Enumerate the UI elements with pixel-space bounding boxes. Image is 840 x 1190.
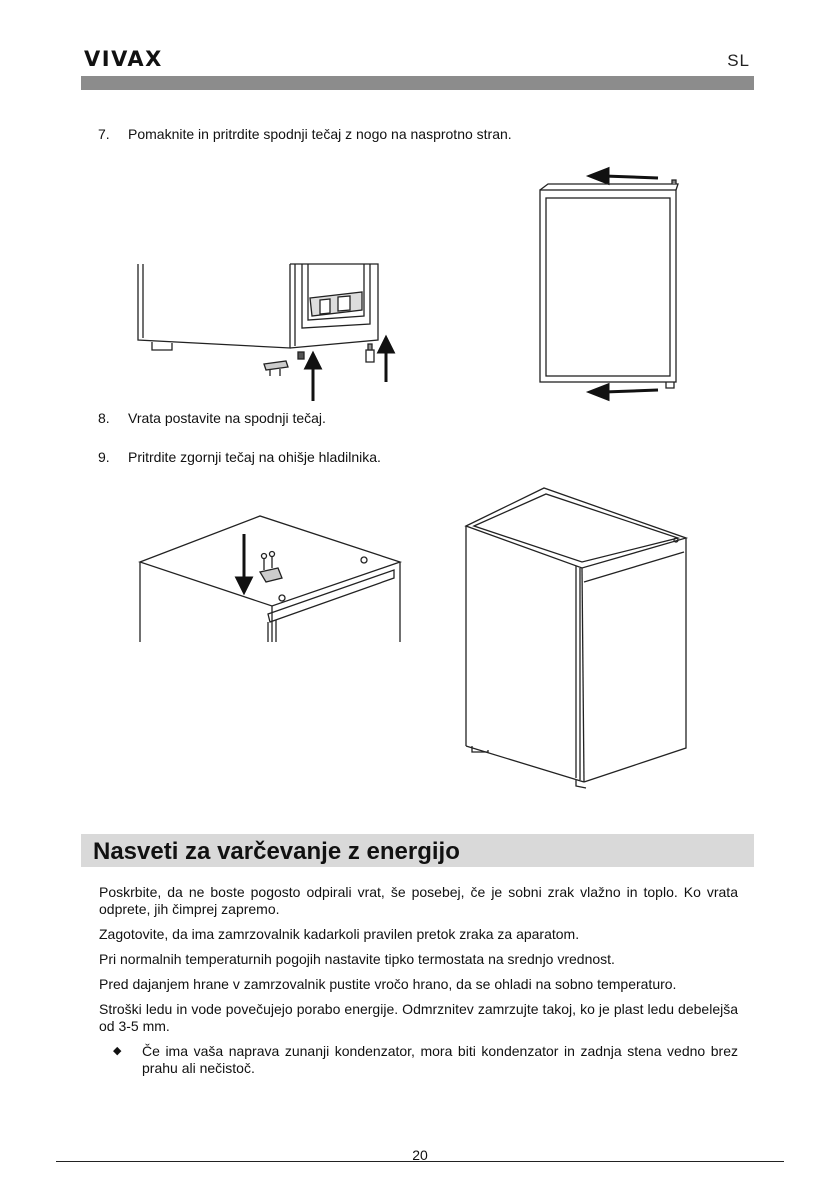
bullet-text: Če ima vaša naprava zunanji kondenzator, mora biti kondenzator in zadnja stena vedno brez prahu ali nečistoč. (142, 1043, 738, 1076)
step-text: Vrata postavite na spodnji tečaj. (128, 410, 326, 426)
footer-rule (56, 1161, 784, 1162)
step-number: 9. (98, 449, 110, 465)
bottom-hinge-illustration (130, 258, 410, 403)
top-hinge-illustration (132, 510, 410, 646)
language-code: SL (727, 51, 750, 70)
step-7 (98, 126, 512, 142)
step-number: 8. (98, 410, 110, 426)
tip-paragraph: Zagotovite, da ima zamrzovalnik kadarkoli pravilen pretok zraka za aparatom. (99, 926, 580, 942)
tip-paragraph: Pri normalnih temperaturnih pogojih nastavite tipko termostata na srednjo vrednost. (99, 951, 615, 967)
tip-paragraph: Stroški ledu in vode povečujejo porabo energije. Odmrznitev zamrzujte takoj, ko je plast ledu debelejša od 3-5 mm. (99, 1001, 738, 1034)
fridge-illustration (458, 482, 694, 794)
step-number: 7. (98, 126, 110, 142)
step-8 (98, 410, 326, 426)
step-9 (98, 449, 381, 465)
page-number: 20 (412, 1147, 428, 1163)
diamond-bullet-icon: ◆ (113, 1045, 122, 1057)
bullet-item (113, 1043, 738, 1077)
section-heading: Nasveti za varčevanje z energijo (81, 834, 754, 867)
step-text: Pomaknite in pritrdite spodnji tečaj z nogo na nasprotno stran. (128, 126, 512, 142)
header-bar (81, 76, 754, 90)
brand-logo: VIVAX (84, 47, 163, 71)
energy-tips-body (99, 884, 738, 1077)
door-hinge-swap-illustration (528, 162, 688, 402)
step-text: Pritrdite zgornji tečaj na ohišje hladilnika. (128, 449, 381, 465)
tip-paragraph: Poskrbite, da ne boste pogosto odpirali vrat, še posebej, če je sobni zrak vlažno in toplo. Ko vrata odprete, jih čimprej zapremo. (99, 884, 738, 917)
tip-paragraph: Pred dajanjem hrane v zamrzovalnik pustite vročo hrano, da se ohladi na sobno temperaturo. (99, 976, 677, 992)
